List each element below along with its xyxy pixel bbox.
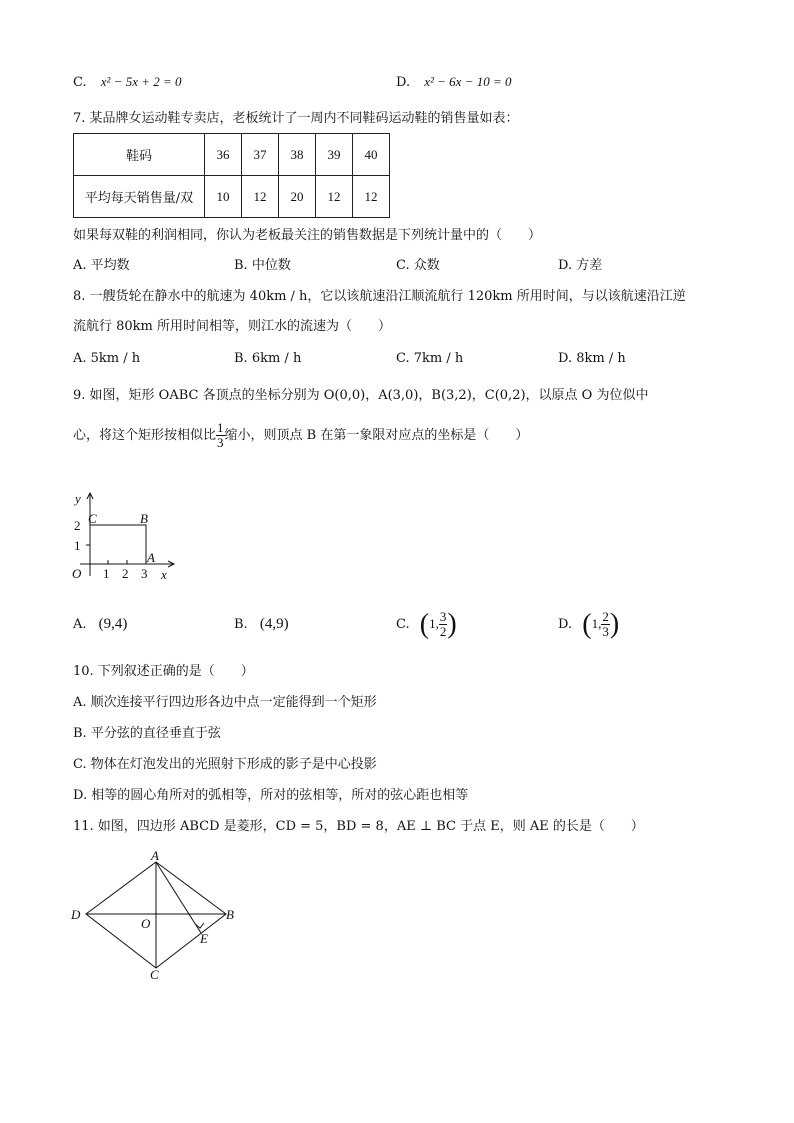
q9-option-c: [396, 604, 457, 645]
table-cell: 36: [205, 134, 242, 176]
q6-option-d-expr: x² − 6x − 10 = 0: [424, 74, 512, 89]
q9-coordinate-figure: [70, 488, 190, 588]
table-header-size: 鞋码: [74, 134, 205, 176]
q9-line2: [73, 418, 528, 454]
option-label: D.: [558, 617, 573, 632]
q10-stem: 10. 下列叙述正确的是（ ）: [73, 664, 254, 679]
table-header-sales: 平均每天销售量/双: [74, 176, 205, 218]
option-label: A.: [73, 617, 87, 632]
q11-stem: 11. 如图，四边形 ABCD 是菱形，CD = 5，BD = 8，AE ⊥ BC 于点 E，则 AE 的长是（ ）: [73, 819, 644, 834]
table-cell: 10: [205, 176, 242, 218]
y-tick-label: 2: [74, 518, 81, 533]
fraction-numerator: 2: [602, 609, 609, 624]
q7-option-d: D. 方差: [558, 258, 603, 273]
q8-line1: 8. 一艘货轮在静水中的航速为 40km / h，它以该航速沿江顺流航行 120km 所用时间，与以该航速沿江逆: [73, 289, 686, 304]
fraction-numerator: 3: [439, 609, 447, 624]
option-value: (9,4): [98, 616, 128, 632]
q7-option-c: C. 众数: [396, 258, 440, 273]
q10-option-c: C. 物体在灯泡发出的光照射下形成的影子是中心投影: [73, 757, 377, 772]
option-value: (4,9): [259, 616, 289, 632]
table-cell: 12: [353, 176, 390, 218]
point-b-label: B: [226, 907, 234, 922]
q6-option-c: [73, 73, 182, 92]
right-angle-mark: [195, 923, 204, 928]
y-tick-label: 1: [74, 538, 81, 553]
y-axis-label: y: [75, 491, 81, 506]
q9-option-b: [234, 615, 289, 634]
origin-label: O: [72, 566, 82, 581]
point-c-label: C: [88, 511, 97, 526]
q9-line1: 9. 如图，矩形 OABC 各顶点的坐标分别为 O(0,0)，A(3,0)，B(3,2)，C(0,2)，以原点 O 为位似中: [73, 388, 649, 403]
q8-option-c: C. 7km / h: [396, 351, 464, 366]
q7-option-a: A. 平均数: [73, 258, 130, 273]
q6-option-c-label: C.: [73, 75, 87, 90]
table-cell: 39: [316, 134, 353, 176]
table-row: [74, 134, 390, 176]
right-paren: ): [447, 608, 457, 640]
q7-stem: 7. 某品牌女运动鞋专卖店，老板统计了一周内不同鞋码运动鞋的销售量如表：: [73, 111, 519, 126]
table-cell: 12: [242, 176, 279, 218]
fraction-denominator: 3: [602, 624, 609, 639]
point-a-label: A: [151, 848, 159, 863]
table-cell: 38: [279, 134, 316, 176]
point-b-label: B: [140, 511, 148, 526]
option-fraction: [601, 610, 610, 639]
q11-rhombus-figure: [70, 848, 240, 983]
q7-option-b: B. 中位数: [234, 258, 291, 273]
left-paren: (: [419, 608, 430, 640]
fraction-denominator: 2: [439, 624, 447, 639]
segment-ae: [156, 862, 201, 933]
q8-line2: 流航行 80km 所用时间相等，则江水的流速为（ ）: [73, 319, 392, 334]
left-paren: (: [582, 608, 592, 640]
fraction-numerator: 1: [217, 420, 224, 435]
q8-option-a: A. 5km / h: [73, 351, 141, 366]
q10-option-a: A. 顺次连接平行四边形各边中点一定能得到一个矩形: [73, 695, 377, 710]
point-c-label: C: [150, 967, 159, 982]
q10-option-d: D. 相等的圆心角所对的弧相等，所对的弦相等，所对的弦心距也相等: [73, 788, 469, 803]
point-d-label: D: [71, 907, 81, 922]
table-cell: 20: [279, 176, 316, 218]
option-lead: 1,: [591, 616, 602, 631]
q8-option-d: D. 8km / h: [558, 351, 626, 366]
x-tick-label: 1: [103, 566, 110, 581]
option-lead: 1,: [429, 616, 439, 631]
fraction-denominator: 3: [217, 435, 224, 450]
x-tick-label: 3: [141, 566, 148, 581]
x-tick-label: 2: [122, 566, 129, 581]
table-cell: 37: [242, 134, 279, 176]
q7-sales-table: [73, 133, 390, 218]
point-e-label: E: [200, 931, 208, 946]
q8-option-b: B. 6km / h: [234, 351, 302, 366]
rectangle-oabc: [90, 525, 146, 564]
point-a-label: A: [147, 550, 155, 565]
x-axis-label: x: [161, 567, 167, 582]
q6-option-d: [396, 73, 512, 92]
q9-option-d: [558, 604, 619, 645]
option-label: C.: [396, 617, 410, 632]
table-row: [74, 176, 390, 218]
point-o-label: O: [141, 916, 151, 931]
q7-question: 如果每双鞋的利润相同，你认为老板最关注的销售数据是下列统计量中的（ ）: [73, 228, 542, 243]
q9-option-a: [73, 615, 127, 634]
q9-line2-pre: 心，将这个矩形按相似比: [73, 428, 217, 443]
q9-line2-post: 缩小，则顶点 B 在第一象限对应点的坐标是（ ）: [224, 428, 529, 443]
q10-option-b: B. 平分弦的直径垂直于弦: [73, 726, 221, 741]
table-cell: 40: [353, 134, 390, 176]
q6-option-c-expr: x² − 5x + 2 = 0: [100, 74, 182, 89]
table-cell: 12: [316, 176, 353, 218]
q9-ratio-fraction: [216, 421, 225, 450]
option-label: B.: [234, 617, 248, 632]
q6-option-d-label: D.: [396, 75, 411, 90]
right-paren: ): [609, 608, 620, 640]
